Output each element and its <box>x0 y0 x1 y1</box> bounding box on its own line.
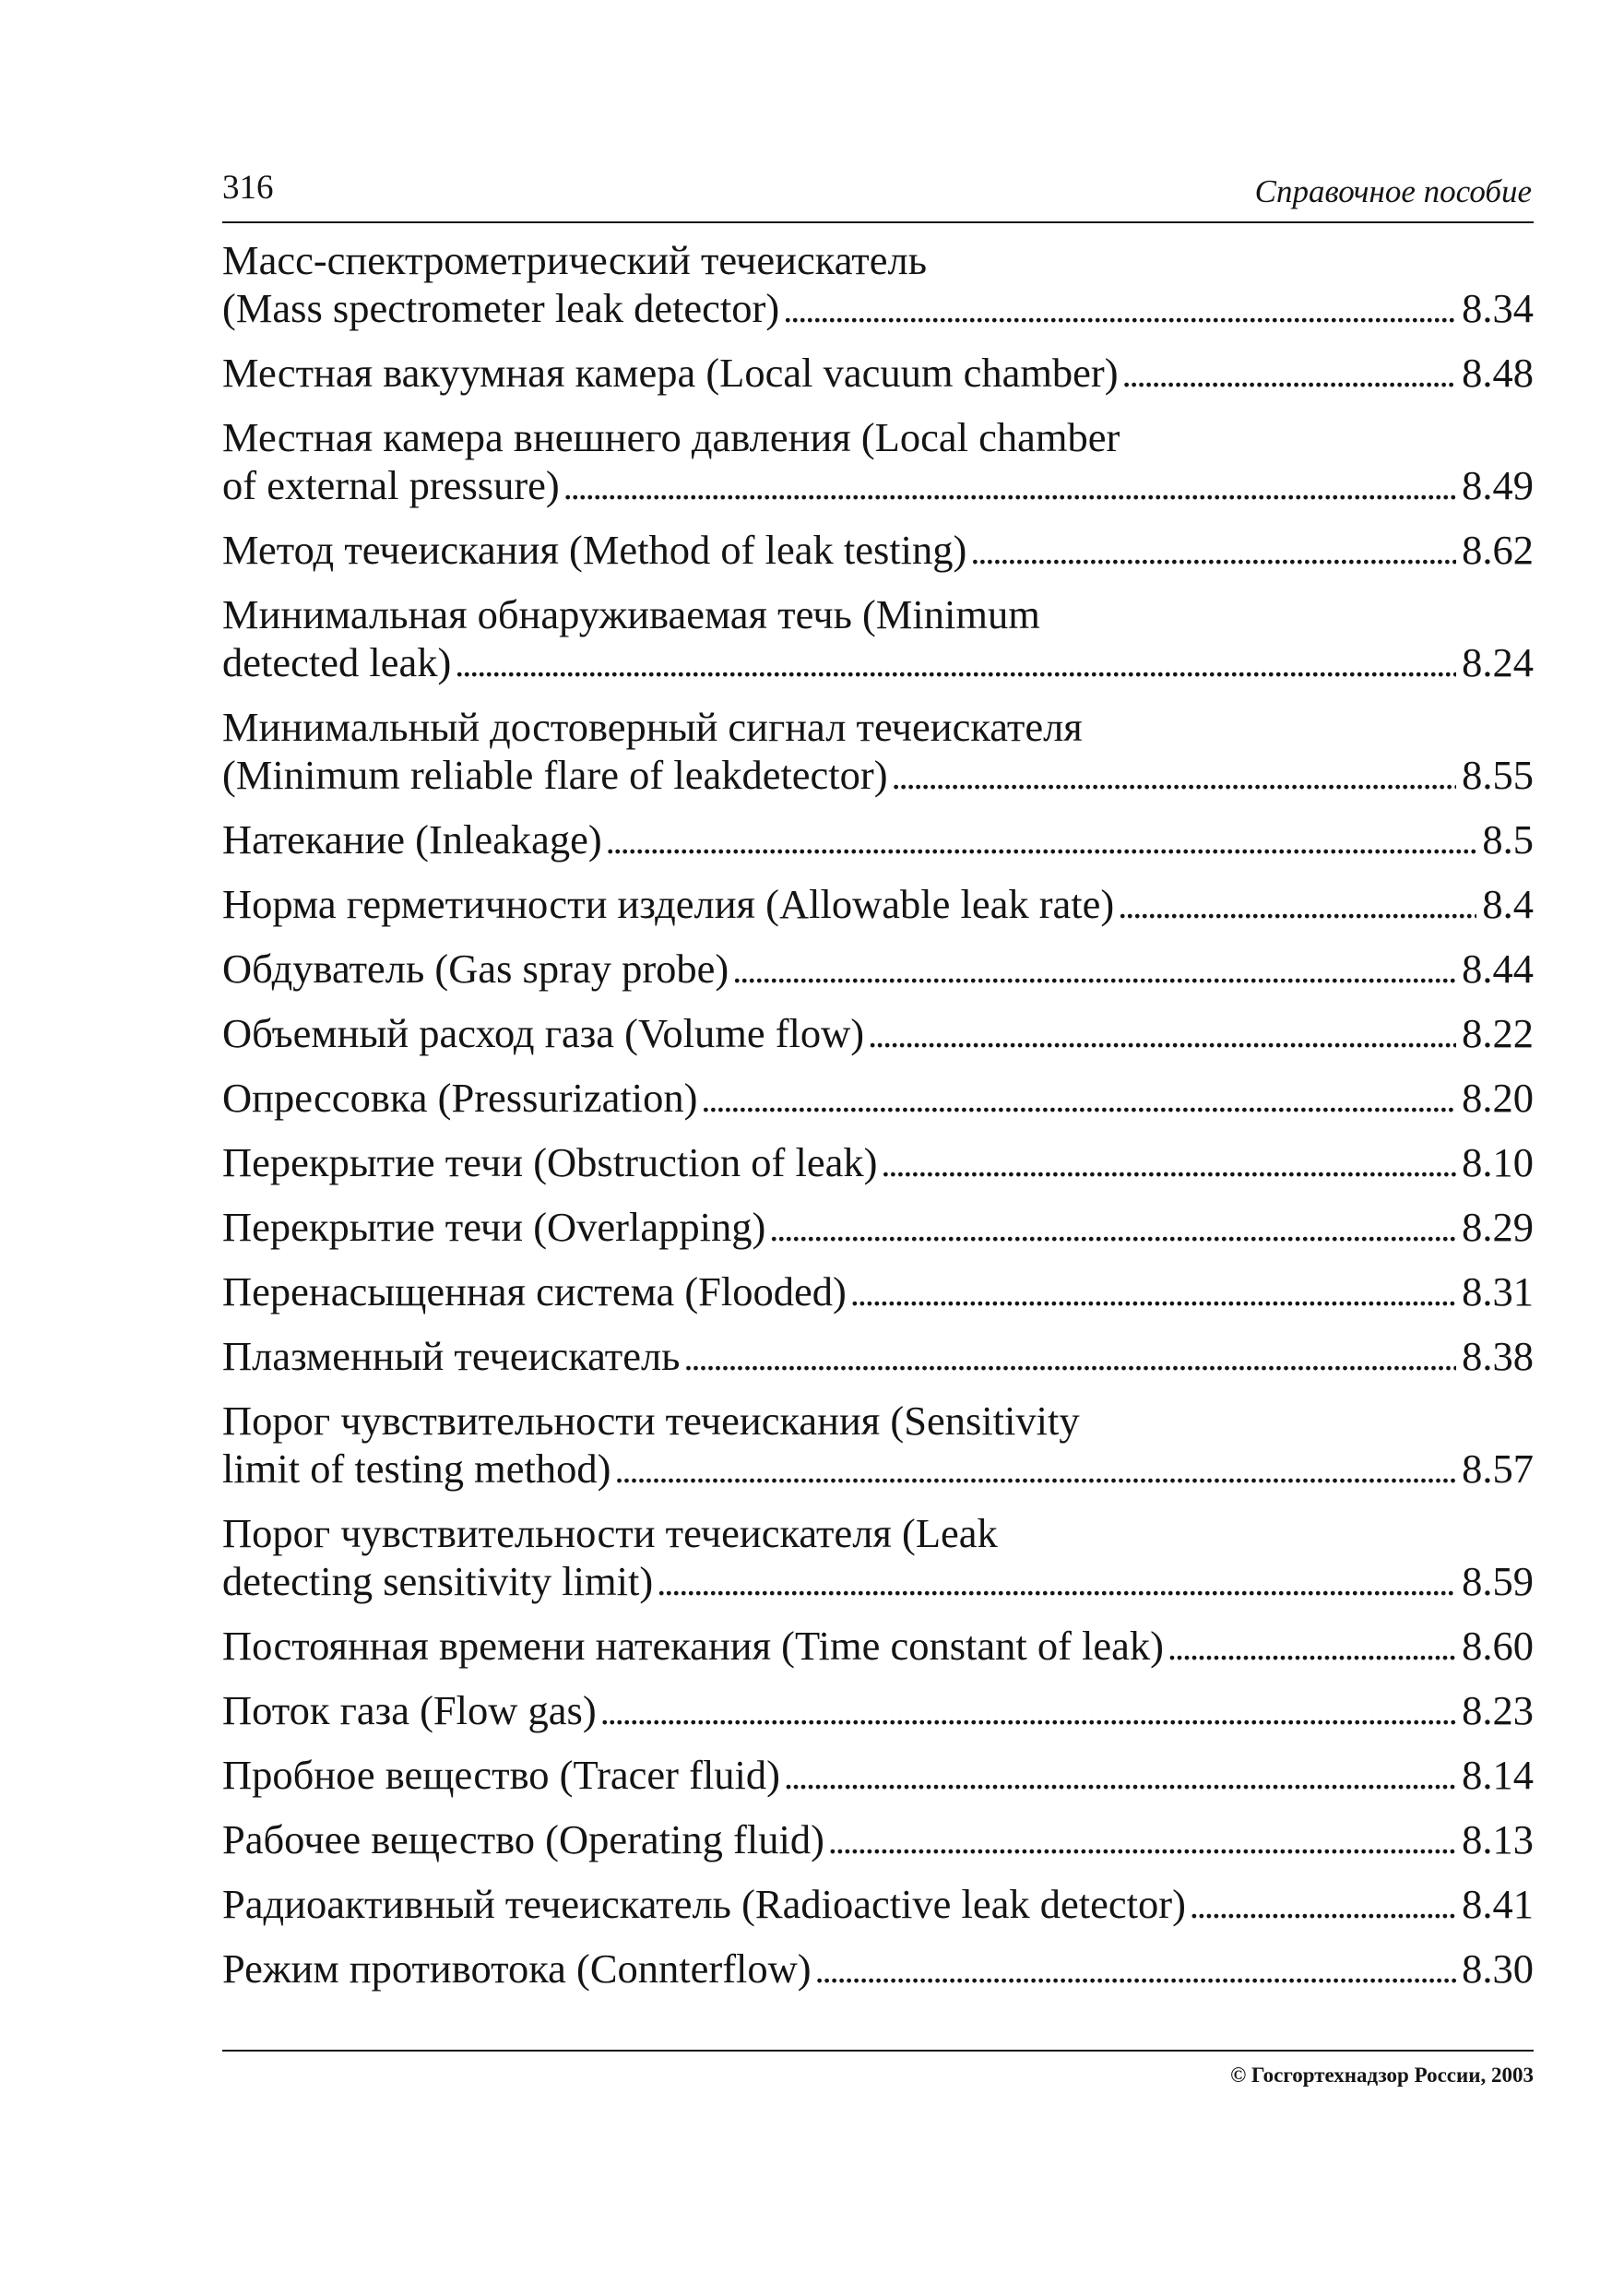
entry-row <box>222 880 1534 930</box>
entry-section-ref: 8.59 <box>1462 1558 1534 1604</box>
index-entry <box>222 1267 1534 1317</box>
entry-row <box>222 815 1534 865</box>
dot-leader <box>850 1269 1456 1317</box>
dot-leader <box>683 1334 1456 1382</box>
entry-row <box>222 461 1534 511</box>
index-entry <box>222 1815 1534 1865</box>
entry-row <box>222 1880 1534 1930</box>
entry-term: Плазменный течеискатель <box>222 1333 681 1379</box>
entry-term: Перекрытие течи (Overlapping) <box>222 1204 766 1250</box>
entry-section-ref: 8.34 <box>1462 285 1534 331</box>
entry-term-line: Масс-спектрометрический течеискатель <box>222 237 927 283</box>
dot-leader <box>455 640 1456 688</box>
entry-section-ref: 8.23 <box>1462 1687 1534 1733</box>
index-entry <box>222 1509 1534 1607</box>
entry-term: (Minimum reliable flare of leakdetector) <box>222 752 888 798</box>
dot-leader <box>881 1140 1456 1188</box>
entry-section-ref: 8.31 <box>1462 1268 1534 1315</box>
dot-leader <box>815 1946 1457 1994</box>
page-number: 316 <box>222 169 274 207</box>
entry-row <box>222 1557 1534 1607</box>
entry-section-ref: 8.44 <box>1462 946 1534 992</box>
index-entry <box>222 413 1534 511</box>
dot-leader <box>868 1011 1456 1059</box>
dot-leader <box>563 463 1456 511</box>
entry-term: of external pressure) <box>222 462 560 508</box>
dot-leader <box>1122 351 1457 399</box>
index-entry <box>222 526 1534 576</box>
entry-row <box>222 284 1534 334</box>
entry-row <box>222 1138 1534 1188</box>
dot-leader <box>828 1817 1456 1865</box>
entry-row <box>222 751 1534 801</box>
dot-leader <box>783 286 1456 334</box>
footer-rule <box>222 2050 1534 2052</box>
entry-row <box>222 1622 1534 1671</box>
dot-leader <box>614 1446 1456 1494</box>
entry-section-ref: 8.13 <box>1462 1816 1534 1862</box>
entry-row <box>222 1267 1534 1317</box>
dot-leader <box>970 528 1456 576</box>
entry-term: Объемный расход газа (Volume flow) <box>222 1010 865 1056</box>
entry-row <box>222 1751 1534 1801</box>
dot-leader <box>1168 1624 1456 1671</box>
entry-term: Метод течеискания (Method of leak testing) <box>222 527 967 573</box>
entry-term: Радиоактивный течеискатель (Radioactive leak detector) <box>222 1881 1186 1927</box>
entry-section-ref: 8.55 <box>1462 752 1534 798</box>
entry-section-ref: 8.60 <box>1462 1623 1534 1669</box>
entry-row <box>222 1074 1534 1124</box>
dot-leader <box>769 1205 1456 1253</box>
index-entry <box>222 1397 1534 1494</box>
entry-term: Рабочее вещество (Operating fluid) <box>222 1816 824 1862</box>
dot-leader <box>892 753 1457 801</box>
entry-term: Режим противотока (Connterflow) <box>222 1945 812 1992</box>
entry-term: Опрессовка (Pressurization) <box>222 1075 698 1121</box>
entry-section-ref: 8.41 <box>1462 1881 1534 1927</box>
entry-row <box>222 526 1534 576</box>
dot-leader <box>657 1559 1456 1607</box>
index-entry <box>222 1203 1534 1253</box>
entry-row <box>222 1445 1534 1494</box>
entry-section-ref: 8.29 <box>1462 1204 1534 1250</box>
entry-term: Обдуватель (Gas spray probe) <box>222 946 729 992</box>
entry-term: Перекрытие течи (Obstruction of leak) <box>222 1139 878 1185</box>
entry-section-ref: 8.62 <box>1462 527 1534 573</box>
entry-row <box>222 1009 1534 1059</box>
page-header <box>222 168 1534 223</box>
entry-term-line: Порог чувствительности течеискания (Sensitivity <box>222 1398 1080 1444</box>
entry-term: Норма герметичности изделия (Allowable leak rate) <box>222 881 1115 927</box>
index-entry <box>222 236 1534 334</box>
index-entry <box>222 590 1534 688</box>
entry-row <box>222 945 1534 994</box>
entry-term-line: Порог чувствительности течеискателя (Leak <box>222 1510 998 1556</box>
index-entry <box>222 1880 1534 1930</box>
entry-section-ref: 8.20 <box>1462 1075 1534 1121</box>
entry-section-ref: 8.30 <box>1462 1945 1534 1992</box>
index-entry <box>222 880 1534 930</box>
dot-leader <box>1118 882 1476 930</box>
entry-section-ref: 8.10 <box>1462 1139 1534 1185</box>
glossary-index-list <box>222 236 1534 2009</box>
running-title: Справочное пособие <box>1254 173 1532 209</box>
entry-term: limit of testing method) <box>222 1445 611 1492</box>
entry-row <box>222 1203 1534 1253</box>
entry-term: Поток газа (Flow gas) <box>222 1687 597 1733</box>
entry-section-ref: 8.49 <box>1462 462 1534 508</box>
entry-section-ref: 8.38 <box>1462 1333 1534 1379</box>
entry-section-ref: 8.24 <box>1462 639 1534 685</box>
entry-section-ref: 8.48 <box>1462 350 1534 396</box>
dot-leader <box>701 1076 1456 1124</box>
entry-term: detecting sensitivity limit) <box>222 1558 654 1604</box>
index-entry <box>222 815 1534 865</box>
entry-section-ref: 8.5 <box>1482 816 1534 862</box>
dot-leader <box>606 817 1477 865</box>
entry-term: (Mass spectrometer leak detector) <box>222 285 780 331</box>
dot-leader <box>600 1688 1456 1736</box>
index-entry <box>222 703 1534 801</box>
entry-term-line: Минимальный достоверный сигнал течеискателя <box>222 704 1083 750</box>
entry-term-line: Местная камера внешнего давления (Local chamber <box>222 414 1120 460</box>
entry-term: Местная вакуумная камера (Local vacuum chamber) <box>222 350 1119 396</box>
entry-term: Натекание (Inleakage) <box>222 816 602 862</box>
index-entry <box>222 1009 1534 1059</box>
entry-term: Постоянная времени натекания (Time constant of leak) <box>222 1623 1165 1669</box>
copyright-notice: © Госгортехнадзор России, 2003 <box>1230 2064 1534 2087</box>
index-entry <box>222 1751 1534 1801</box>
dot-leader <box>732 946 1456 994</box>
entry-row <box>222 1686 1534 1736</box>
entry-section-ref: 8.4 <box>1482 881 1534 927</box>
entry-term-line: Минимальная обнаруживаемая течь (Minimum <box>222 591 1040 637</box>
index-entry <box>222 945 1534 994</box>
index-entry <box>222 1686 1534 1736</box>
index-entry <box>222 1332 1534 1382</box>
index-entry <box>222 349 1534 399</box>
entry-section-ref: 8.57 <box>1462 1445 1534 1492</box>
entry-term: Перенасыщенная система (Flooded) <box>222 1268 847 1315</box>
entry-term: Пробное вещество (Tracer fluid) <box>222 1752 780 1798</box>
entry-section-ref: 8.14 <box>1462 1752 1534 1798</box>
entry-term: detected leak) <box>222 639 452 685</box>
entry-row <box>222 349 1534 399</box>
index-entry <box>222 1074 1534 1124</box>
index-entry <box>222 1138 1534 1188</box>
entry-row <box>222 1945 1534 1994</box>
dot-leader <box>784 1753 1456 1801</box>
entry-section-ref: 8.22 <box>1462 1010 1534 1056</box>
index-entry <box>222 1945 1534 1994</box>
entry-row <box>222 1332 1534 1382</box>
entry-row <box>222 638 1534 688</box>
index-entry <box>222 1622 1534 1671</box>
entry-row <box>222 1815 1534 1865</box>
dot-leader <box>1190 1882 1456 1930</box>
